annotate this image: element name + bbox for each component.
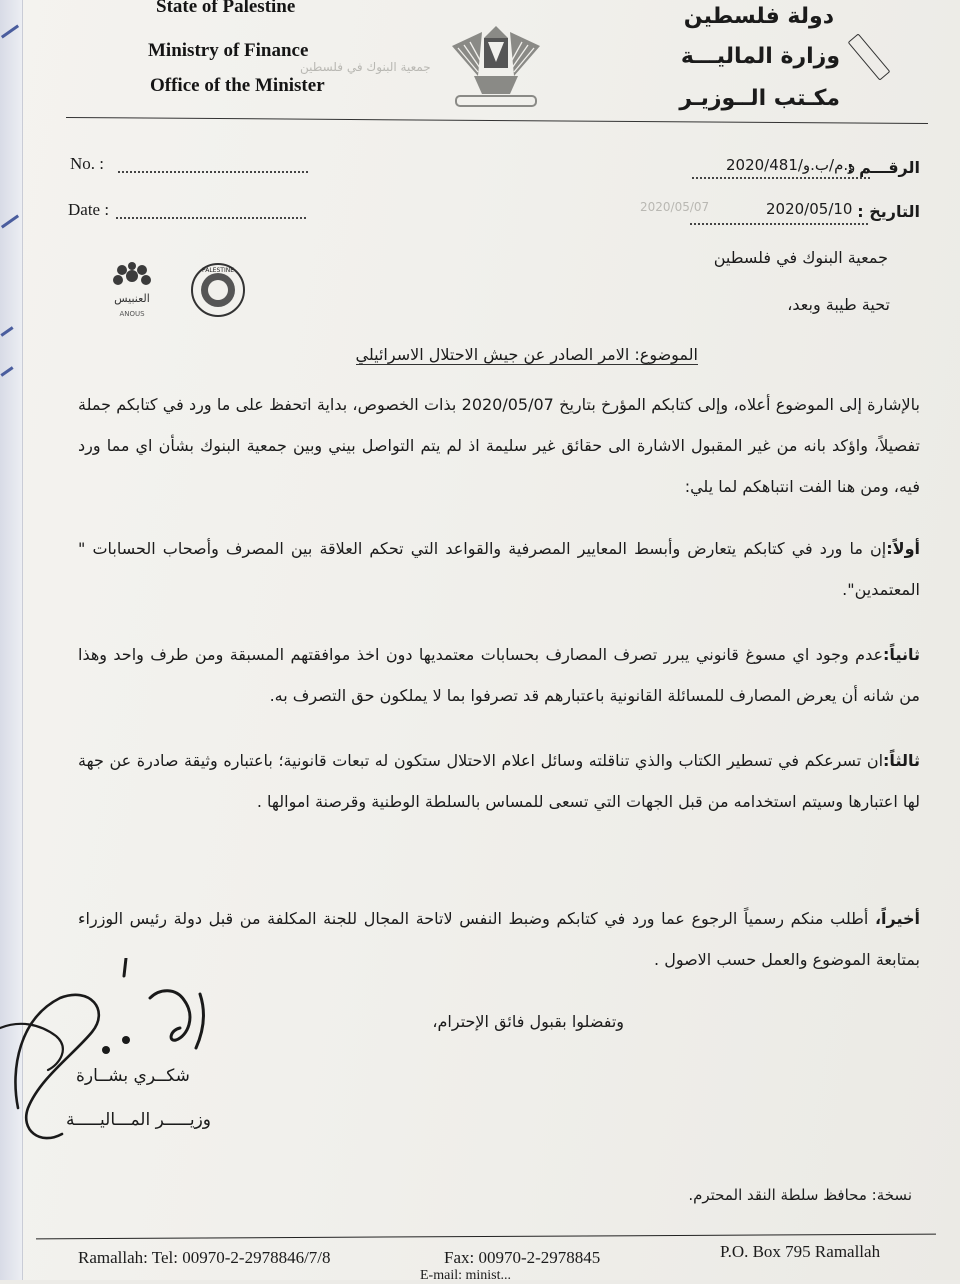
footer-pobox: P.O. Box 795 Ramallah [720, 1242, 881, 1261]
footer-fax: Fax: 00970-2-2978845 [444, 1248, 601, 1267]
header-ministry: Ministry of Finance [148, 40, 309, 61]
point-third-text: ان تسرعكم في تسطير الكتاب والذي تناقلته وسائل اعلام الاحتلال ستكون له تبعات قانونية؛ باعتباره وثيقة صادرة عن جهة لها اعتبارها وسيتم استخدامه من قبل الجهات التي تسعى للمساس بالسلطة الوطنية وقرصنة اموالها . [78, 751, 920, 811]
footer-address: Ramallah: Tel: 00970-2-2978846/7/8 [78, 1248, 331, 1267]
point-first-label: أولاً: [886, 539, 920, 558]
point-first [78, 528, 920, 610]
point-second-text: عدم وجود اي مسوغ قانوني يبرر تصرف المصارف بحسابات معتمديها دون اخذ موافقتهم المسبقة ومن طرف واحد وهذا من شانه أن يعرض المصارف للمسائلة القانونية باعتبارهم قد تصرفوا بما لا يملكون حق التصرف به. [78, 645, 920, 705]
point-second-label: ثانياً: [883, 645, 920, 664]
date-line-ar [690, 222, 868, 225]
date-value: 2020/05/10 [766, 200, 853, 218]
header-state-ar: دولة فلسطين [683, 4, 834, 29]
bleed-through-text: 2020/05/07 [640, 200, 710, 214]
anniversary-seal-icon [192, 264, 244, 316]
logo-caption-en: ANOUS [119, 310, 145, 318]
signatory-name: شكــري بشــارة [76, 1066, 190, 1086]
point-last-text: أطلب منكم رسمياً الرجوع عما ورد في كتابكم وضبط النفس لاتاحة المجال للجنة المكلفة من قبل دولة رئيس الوزراء بمتابعة الموضوع والعمل حسب الاصول . [78, 909, 920, 969]
subject-line: الموضوع: الامر الصادر عن جيش الاحتلال الاسرائيلي [355, 345, 698, 364]
logo-caption-ar: العنبيس [114, 292, 150, 305]
flower-logo-icon [113, 262, 151, 285]
date-label-ar: التاريخ : [857, 202, 920, 221]
date-line [116, 216, 306, 219]
header-office-ar: مكـتب الــوزيـر [679, 86, 840, 111]
ref-no-line-ar [692, 176, 870, 179]
header-ministry-ar: وزارة الماليـــة [680, 44, 840, 69]
bleed-through-text: جمعية البنوك في فلسطين [300, 60, 431, 74]
date-label: Date : [68, 200, 110, 219]
header-office: Office of the Minister [150, 75, 325, 96]
recipient: جمعية البنوك في فلسطين [713, 248, 888, 267]
ref-no-value: و.م/ب.و/2020/481 [726, 156, 856, 174]
greeting: تحية طيبة وبعد، [787, 295, 890, 314]
header-state: State of Palestine [156, 0, 296, 17]
partner-logos [104, 262, 264, 320]
closing: وتفضلوا بقبول فائق الإحترام، [432, 1012, 624, 1031]
ref-no-label-ar: الرقـــم : [847, 158, 920, 177]
point-third-label: ثالثاً: [883, 751, 920, 770]
point-first-text: إن ما ورد في كتابكم يتعارض وأبسط المعايير المصرفية والقواعد التي تحكم العلاقة بين المصرف وأصحاب الحسابات " المعتمدين". [78, 539, 920, 599]
copy-to: نسخة: محافظ سلطة النقد المحترم. [688, 1186, 912, 1204]
point-second [78, 634, 920, 716]
seal-text: PALESTINE [202, 267, 234, 274]
point-last-label: أخيراً، [874, 909, 920, 928]
palestine-eagle-emblem-icon [444, 18, 548, 110]
footer-email: E-mail: minist... [420, 1268, 511, 1283]
point-third [78, 740, 920, 822]
ref-no-line [118, 170, 308, 173]
intro-paragraph: بالإشارة إلى الموضوع أعلاه، وإلى كتابكم المؤرخ بتاريخ 2020/05/07 بذات الخصوص، بداية اتحفظ على ما ورد في كتابكم جملة تفصيلاً، واؤكد بانه من غير المقبول الاشارة الى حقائق غير سليمة اذ لم يتم التواصل بيني وبين جمعية البنوك بشأن اي مما ورد فيه، ومن هنا الفت انتباهكم لما يلي: [78, 395, 921, 496]
ref-no-label: No. : [70, 154, 104, 173]
signatory-title: وزيـــــر المـــاليـــــة [66, 1110, 212, 1130]
